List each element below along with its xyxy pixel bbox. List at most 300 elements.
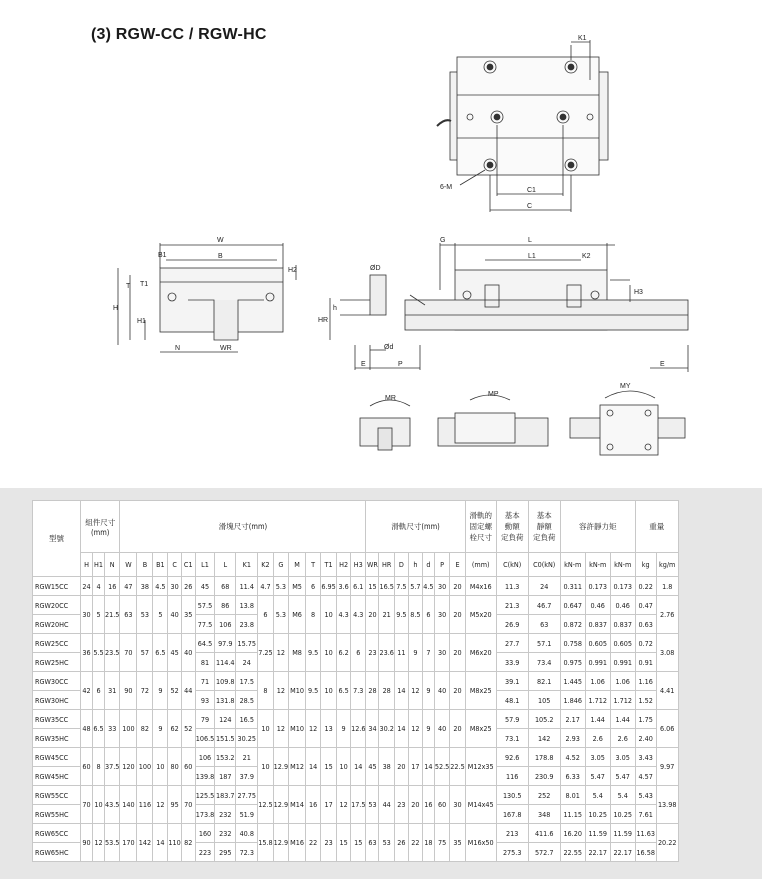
table-cell: 22.17 [610,843,635,862]
table-cell: 2.17 [560,710,585,729]
table-cell: 5.3 [273,577,288,596]
table-cell: 40 [434,710,449,748]
table-cell: 15.75 [236,634,258,653]
column-header: K1 [236,553,258,577]
table-cell: 8 [93,748,105,786]
label-od-small: Ød [384,344,394,351]
table-cell: 116 [137,786,153,824]
table-cell: 80 [168,748,181,786]
table-cell: 60 [181,748,195,786]
table-cell: 139.8 [195,767,215,786]
column-header: C0(kN) [528,553,560,577]
column-header: B [137,553,153,577]
table-cell: 0.991 [585,653,610,672]
table-cell: 27.75 [236,786,258,805]
table-cell: 23.6 [379,634,394,672]
table-cell: 4.5 [153,577,168,596]
table-row [33,710,679,729]
table-cell: 35 [450,824,465,862]
table-cell: 72.3 [236,843,258,862]
table-cell: 223 [195,843,215,862]
table-cell: 44 [379,786,394,824]
table-cell: 4.41 [656,672,678,710]
table-cell: M14x45 [465,786,496,824]
table-cell: 411.6 [528,824,560,843]
column-header: T1 [321,553,337,577]
table-cell: 26 [181,577,195,596]
column-header: C [168,553,181,577]
table-cell: 160 [195,824,215,843]
table-cell: 7.5 [394,577,408,596]
table-row [33,824,679,843]
column-header: G [273,553,288,577]
table-cell: 1.712 [585,691,610,710]
table-cell: 11.3 [496,577,528,596]
table-cell: 0.47 [635,596,656,615]
column-header: L [215,553,236,577]
table-cell: 30.25 [236,729,258,748]
table-cell: 95 [168,786,181,824]
table-cell: 106 [195,748,215,767]
moment-header: 容許靜力矩 [560,501,635,553]
table-cell: 1.06 [610,672,635,691]
label-h3: H3 [634,289,643,296]
table-cell: 252 [528,786,560,805]
table-cell: 9.5 [394,596,408,634]
table-cell: 6.06 [656,710,678,748]
table-cell: 18 [422,824,434,862]
table-cell: 109.8 [215,672,236,691]
table-cell: 13.8 [236,596,258,615]
table-cell: 0.72 [635,634,656,653]
table-cell: M6 [289,596,306,634]
table-cell: 12 [153,786,168,824]
table-cell: 26.9 [496,615,528,634]
label-t: T [126,283,131,290]
table-cell: 9 [422,672,434,710]
label-c: C [527,203,533,210]
table-cell: 2.6 [610,729,635,748]
table-cell: 39.1 [496,672,528,691]
table-cell: 12.9 [273,786,288,824]
table-cell: 70 [81,786,93,824]
table-cell: 178.8 [528,748,560,767]
label-od: ØD [370,265,381,272]
table-cell: 16 [105,577,120,596]
model-cell: RGW20HC [33,615,81,634]
table-cell: 23.5 [105,634,120,672]
column-header: HR [379,553,394,577]
table-cell: 275.3 [496,843,528,862]
label-h-rail: h [333,305,337,312]
table-cell: 12 [408,710,422,748]
column-header: kg [635,553,656,577]
table-cell: 4.3 [351,596,366,634]
table-cell: 6 [306,577,321,596]
table-cell: 40 [434,672,449,710]
table-cell: 48.1 [496,691,528,710]
table-cell: 10 [321,672,337,710]
table-cell: 0.605 [610,634,635,653]
table-cell: 9 [153,672,168,710]
table-cell: 70 [120,634,137,672]
table-cell: 20 [394,748,408,786]
table-cell: 52 [168,672,181,710]
table-cell: 52 [181,710,195,748]
table-cell: 125.5 [195,786,215,805]
column-header: K2 [258,553,273,577]
table-cell: 3.6 [337,577,351,596]
table-cell: 37.9 [236,767,258,786]
table-cell: 5.47 [610,767,635,786]
table-cell: 63 [528,615,560,634]
label-l1: L1 [528,253,536,260]
label-p: P [398,361,403,368]
table-cell: 82 [137,710,153,748]
table-cell: 97.9 [215,634,236,653]
table-cell: 63 [366,824,379,862]
table-cell: 0.647 [560,596,585,615]
table-cell: 10 [258,710,273,748]
column-header: P [434,553,449,577]
table-cell: 4.57 [635,767,656,786]
column-header: N [105,553,120,577]
table-cell: 9 [337,710,351,748]
table-cell: 6.1 [351,577,366,596]
table-cell: 3.08 [656,634,678,672]
table-cell: 12.9 [273,824,288,862]
table-cell: 6.5 [153,634,168,672]
top-view-drawing [437,40,608,212]
table-cell: 38 [379,748,394,786]
table-cell: 1.44 [610,710,635,729]
table-cell: 9 [408,634,422,672]
table-cell: 20 [450,672,465,710]
table-cell: 0.605 [585,634,610,653]
table-cell: 12 [408,672,422,710]
table-cell: 15 [321,748,337,786]
model-cell: RGW25HC [33,653,81,672]
label-my: MY [620,383,631,390]
table-cell: 572.7 [528,843,560,862]
table-cell: 7 [422,634,434,672]
table-cell: 30 [168,577,181,596]
table-cell: 6 [258,596,273,634]
table-cell: 79 [195,710,215,729]
table-cell: 63 [120,596,137,634]
table-cell: 10 [93,786,105,824]
table-cell: 14 [422,748,434,786]
table-cell: 40.8 [236,824,258,843]
table-cell: 11.59 [585,824,610,843]
column-header: H [81,553,93,577]
table-cell: 22 [306,824,321,862]
column-header: (mm) [465,553,496,577]
table-cell: 12 [273,634,288,672]
table-cell: 51.9 [236,805,258,824]
table-cell: 7.3 [351,672,366,710]
front-view-drawing [118,243,296,352]
label-e-side: E [660,361,665,368]
table-cell: 22.55 [560,843,585,862]
table-cell: 100 [137,748,153,786]
table-cell: 4.3 [337,596,351,634]
table-cell: 14 [394,672,408,710]
label-c1: C1 [527,187,536,194]
table-cell: 42 [81,672,93,710]
column-header: kN-m [585,553,610,577]
model-cell: RGW65HC [33,843,81,862]
label-w: W [217,237,224,244]
assembly-header: 組件尺寸 (mm) [81,501,120,553]
table-cell: 17.5 [351,786,366,824]
label-e-rail: E [361,361,366,368]
table-cell: 28.5 [236,691,258,710]
table-cell: 1.712 [610,691,635,710]
spec-table [32,500,679,862]
table-cell: 5.7 [408,577,422,596]
table-cell: 6.33 [560,767,585,786]
model-cell: RGW55CC [33,786,81,805]
table-cell: 9.5 [306,634,321,672]
table-cell: 23.8 [236,615,258,634]
table-cell: 17 [408,748,422,786]
static-load-header: 基本 靜額 定負荷 [528,501,560,553]
table-cell: 70 [181,786,195,824]
table-cell: 5 [153,596,168,634]
column-header: H1 [93,553,105,577]
table-cell: 348 [528,805,560,824]
table-cell: 48 [81,710,93,748]
table-cell: 100 [120,710,137,748]
table-cell: 3.05 [610,748,635,767]
column-header: W [120,553,137,577]
table-cell: M8 [289,634,306,672]
label-h: H [113,305,119,312]
column-header: T [306,553,321,577]
table-cell: 86 [215,596,236,615]
column-header: B1 [153,553,168,577]
column-header: d [422,553,434,577]
table-cell: M5 [289,577,306,596]
table-cell: 2.76 [656,596,678,634]
table-cell: 43.5 [105,786,120,824]
table-cell: M16x50 [465,824,496,862]
table-cell: 8 [258,672,273,710]
table-cell: 20 [450,577,465,596]
table-cell: 20 [408,786,422,824]
table-cell: 16.20 [560,824,585,843]
table-row [33,577,679,596]
table-cell: 57.9 [496,710,528,729]
column-header: L1 [195,553,215,577]
table-cell: 10 [258,748,273,786]
table-cell: 187 [215,767,236,786]
table-cell: 16 [306,786,321,824]
table-cell: 20 [450,596,465,634]
table-cell: 0.173 [585,577,610,596]
table-cell: 35 [181,596,195,634]
label-h1: H1 [137,318,146,325]
table-cell: 10 [321,634,337,672]
table-cell: 2.6 [585,729,610,748]
table-cell: 106.5 [195,729,215,748]
table-cell: 12 [273,710,288,748]
table-cell: 116 [496,767,528,786]
table-cell: 10.25 [610,805,635,824]
table-cell: 11 [394,634,408,672]
table-cell: 0.837 [585,615,610,634]
table-cell: 4.52 [560,748,585,767]
table-cell: 105 [528,691,560,710]
table-row [33,748,679,767]
table-cell: 0.975 [560,653,585,672]
column-header: h [408,553,422,577]
table-cell: 23 [394,786,408,824]
table-cell: 92.6 [496,748,528,767]
table-cell: 295 [215,843,236,862]
table-cell: 5.47 [585,767,610,786]
table-cell: 0.46 [610,596,635,615]
table-cell: 47 [120,577,137,596]
table-cell: 57.5 [195,596,215,615]
model-cell: RGW15CC [33,577,81,596]
table-cell: 20 [366,596,379,634]
label-mp: MP [488,391,499,398]
table-cell: 16.5 [379,577,394,596]
table-cell: 93 [195,691,215,710]
table-cell: 124 [215,710,236,729]
table-cell: 64.5 [195,634,215,653]
model-header: 型號 [33,501,81,577]
table-cell: 5.43 [635,786,656,805]
table-cell: 33.9 [496,653,528,672]
column-header: kN-m [610,553,635,577]
table-cell: 22.17 [585,843,610,862]
column-header: M [289,553,306,577]
table-cell: 20 [450,710,465,748]
label-h2: H2 [288,267,297,274]
model-cell: RGW45CC [33,748,81,767]
label-wr: WR [220,345,232,352]
table-cell: 10.25 [585,805,610,824]
table-row [33,634,679,653]
column-header: C1 [181,553,195,577]
table-row [33,786,679,805]
table-cell: 6 [351,634,366,672]
table-cell: M8x25 [465,710,496,748]
table-row [33,672,679,691]
bolt-header: 滑軌的 固定螺 栓尺寸 [465,501,496,553]
table-cell: 22 [408,824,422,862]
table-cell: M10 [289,672,306,710]
table-cell: 232 [215,824,236,843]
table-cell: 6.2 [337,634,351,672]
table-cell: M10 [289,710,306,748]
table-cell: 16 [422,786,434,824]
table-cell: 26 [394,824,408,862]
table-cell: 230.9 [528,767,560,786]
column-header: H3 [351,553,366,577]
table-cell: 77.5 [195,615,215,634]
table-cell: 232 [215,805,236,824]
table-cell: 1.52 [635,691,656,710]
table-cell: 10 [153,748,168,786]
rail-header: 滑軌尺寸(mm) [366,501,465,553]
table-cell: 1.16 [635,672,656,691]
table-cell: 3.05 [585,748,610,767]
label-t1: T1 [140,281,149,288]
table-cell: M12 [289,748,306,786]
table-cell: 57.1 [528,634,560,653]
table-cell: 15.8 [258,824,273,862]
table-cell: 38 [137,577,153,596]
table-cell: 1.44 [585,710,610,729]
table-cell: 23 [366,634,379,672]
column-header: WR [366,553,379,577]
table-cell: 0.311 [560,577,585,596]
label-6m: 6-M [440,184,453,191]
table-cell: 20.22 [656,824,678,862]
table-cell: 142 [137,824,153,862]
table-cell: 151.5 [215,729,236,748]
table-cell: 12 [273,672,288,710]
table-cell: 0.173 [610,577,635,596]
model-cell: RGW45HC [33,767,81,786]
table-cell: 9.97 [656,748,678,786]
table-cell: 130.5 [496,786,528,805]
column-header: kg/m [656,553,678,577]
table-cell: 21.5 [105,596,120,634]
table-cell: 21.3 [496,596,528,615]
table-cell: 37.5 [105,748,120,786]
table-cell: 34 [366,710,379,748]
table-cell: 8.01 [560,786,585,805]
table-cell: 7.61 [635,805,656,824]
table-cell: 0.758 [560,634,585,653]
table-cell: 31 [105,672,120,710]
table-cell: 153.2 [215,748,236,767]
table-cell: 6.5 [337,672,351,710]
table-cell: 0.63 [635,615,656,634]
table-cell: 9 [422,710,434,748]
table-cell: 81 [195,653,215,672]
table-cell: 8 [306,596,321,634]
table-cell: 40 [181,634,195,672]
table-cell: 21 [379,596,394,634]
table-cell: 4.7 [258,577,273,596]
table-cell: 45 [366,748,379,786]
table-cell: M4x16 [465,577,496,596]
table-cell: 0.22 [635,577,656,596]
label-g: G [440,237,446,244]
table-cell: 131.8 [215,691,236,710]
column-header: D [394,553,408,577]
table-cell: M6x20 [465,634,496,672]
table-cell: 6 [422,596,434,634]
table-cell: 22.5 [450,748,465,786]
table-cell: 52.5 [434,748,449,786]
table-cell: 114.4 [215,653,236,672]
table-cell: 0.837 [610,615,635,634]
table-cell: M16 [289,824,306,862]
table-cell: 170 [120,824,137,862]
model-cell: RGW30HC [33,691,81,710]
table-cell: 6 [93,672,105,710]
table-cell: 60 [434,786,449,824]
table-cell: 36 [81,634,93,672]
table-cell: 44 [181,672,195,710]
